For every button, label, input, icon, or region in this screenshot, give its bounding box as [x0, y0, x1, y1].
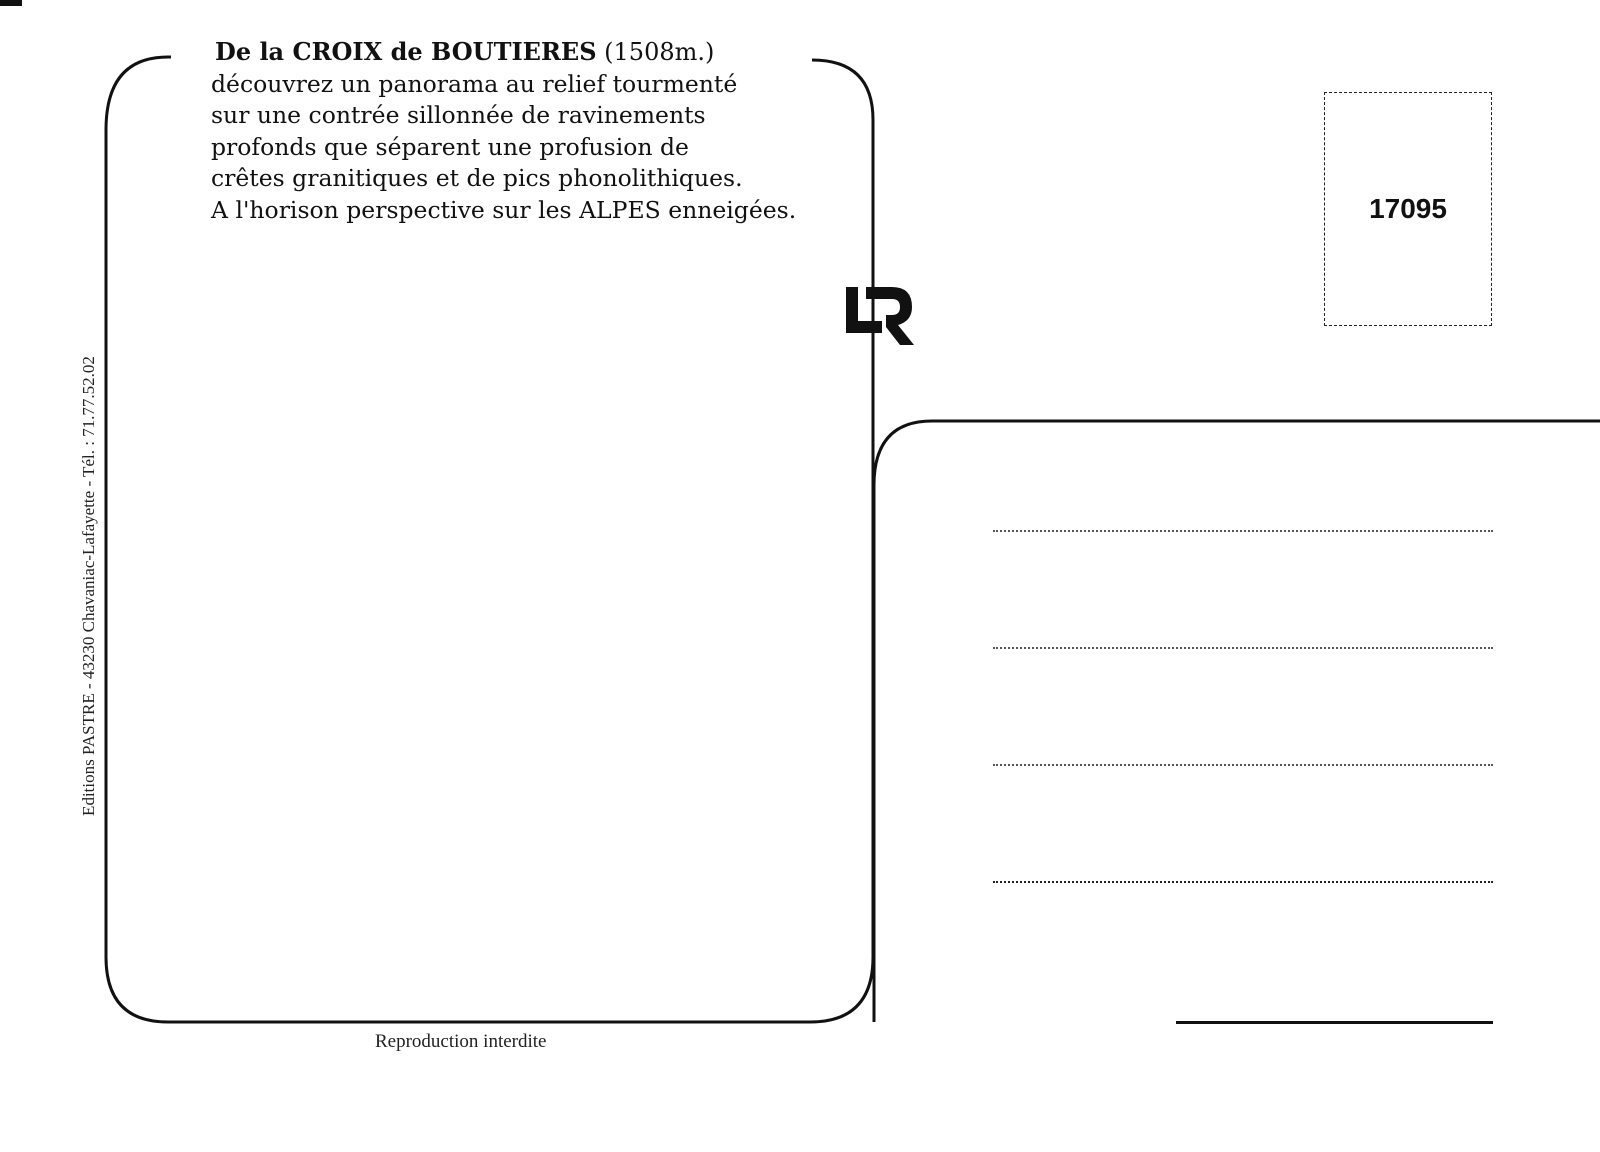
description-line-2: sur une contrée sillonnée de ravinements: [211, 101, 706, 129]
address-line-3[interactable]: [993, 764, 1493, 766]
reproduction-notice: Reproduction interdite: [375, 1031, 547, 1052]
card-description: [211, 36, 851, 226]
address-line-1[interactable]: [993, 530, 1493, 532]
description-line-3: profonds que séparent une profusion de: [211, 132, 689, 161]
postcode-line[interactable]: [1176, 1021, 1493, 1024]
address-line-2[interactable]: [993, 647, 1493, 649]
description-line-4: crêtes granitiques et de pics phonolithiques.: [211, 164, 743, 192]
address-panel-frame: [860, 410, 1600, 1030]
stamp-box: [1324, 92, 1492, 326]
publisher-credit: Editions PASTRE - 43230 Chavaniac-Lafayette - Tél. : 71.77.52.02: [79, 356, 98, 816]
card-title-bold: De la CROIX de BOUTIERES: [215, 37, 597, 66]
description-line-1: découvrez un panorama au relief tourmenté: [211, 69, 738, 98]
stamp-box-code: 17095: [1369, 193, 1447, 224]
description-line-5: A l'horison perspective sur les ALPES enneigées.: [211, 195, 797, 224]
card-title: [215, 36, 851, 69]
card-title-altitude: (1508m.): [596, 38, 715, 66]
address-line-4[interactable]: [993, 881, 1493, 883]
lr-monogram-logo: [846, 287, 916, 345]
